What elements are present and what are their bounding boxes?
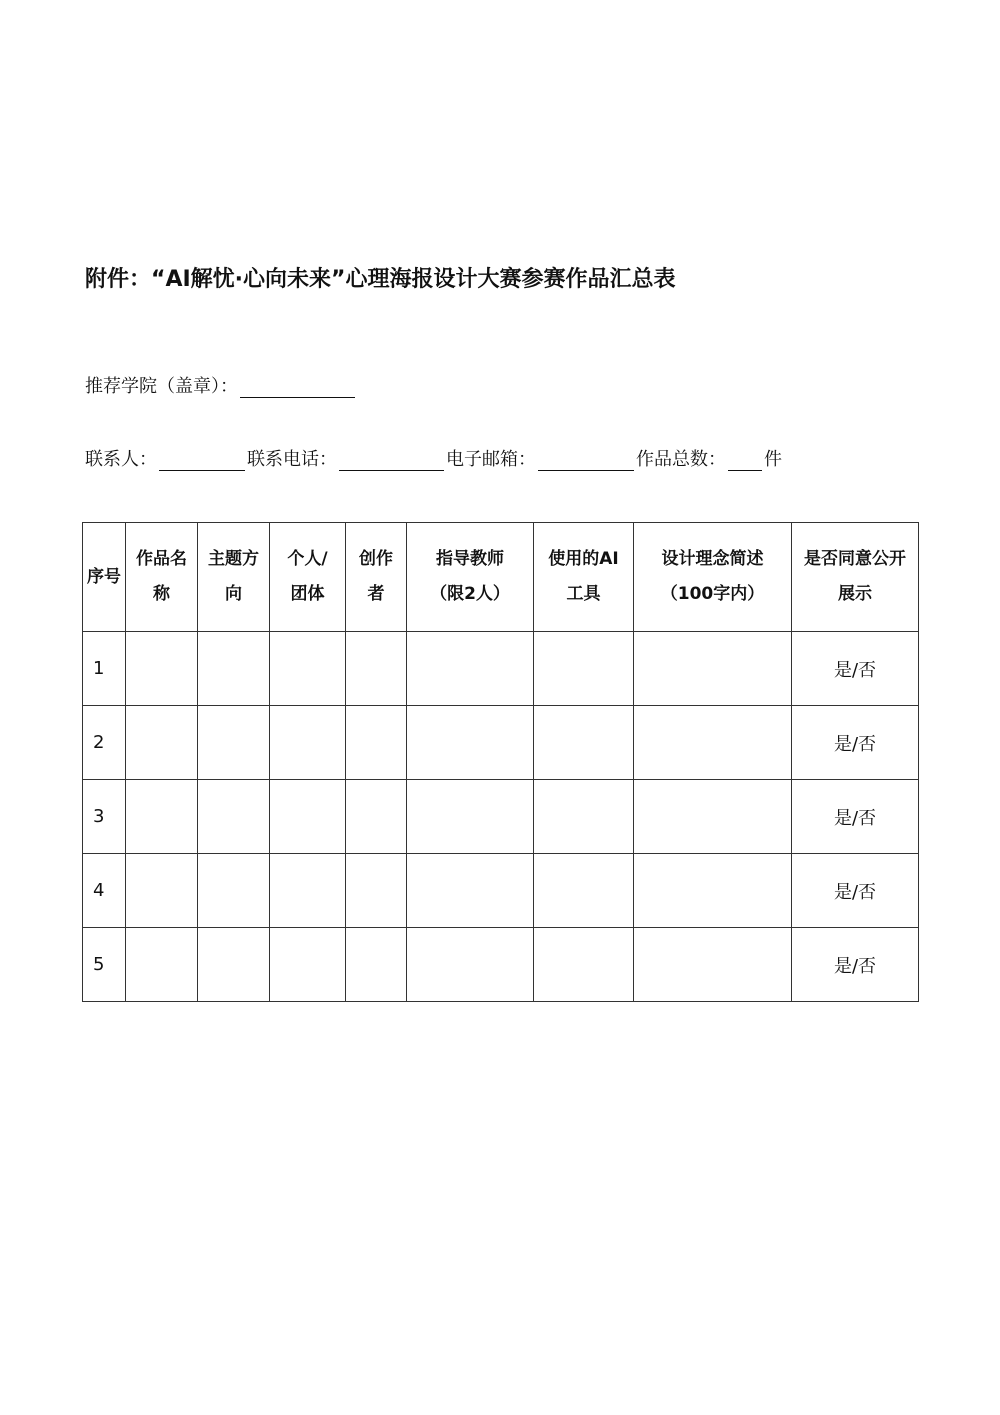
college-label: 推荐学院（盖章）： — [85, 376, 238, 397]
count-label: 作品总数： — [636, 449, 726, 470]
cell-work-name[interactable] — [126, 928, 198, 1002]
summary-table — [82, 522, 919, 1002]
row-index: 1 — [83, 632, 126, 706]
cell-creator[interactable] — [346, 854, 407, 928]
cell-work-name[interactable] — [126, 632, 198, 706]
cell-individual-team[interactable] — [270, 854, 346, 928]
cell-theme[interactable] — [198, 706, 270, 780]
table-row — [83, 854, 919, 928]
phone-label: 联系电话： — [247, 449, 337, 470]
header-public-display: 是否同意公开 展示 — [792, 523, 919, 632]
cell-ai-tool[interactable] — [534, 854, 634, 928]
table-row — [83, 632, 919, 706]
cell-individual-team[interactable] — [270, 632, 346, 706]
cell-advisor[interactable] — [407, 928, 534, 1002]
cell-creator[interactable] — [346, 706, 407, 780]
cell-public-display[interactable]: 是/否 — [792, 928, 919, 1002]
contact-field[interactable] — [159, 450, 245, 471]
college-field[interactable] — [240, 377, 355, 398]
cell-theme[interactable] — [198, 780, 270, 854]
cell-public-display[interactable]: 是/否 — [792, 632, 919, 706]
cell-design-concept[interactable] — [634, 632, 792, 706]
cell-creator[interactable] — [346, 928, 407, 1002]
cell-work-name[interactable] — [126, 854, 198, 928]
header-ai-tool: 使用的AI 工具 — [534, 523, 634, 632]
count-field[interactable] — [728, 450, 762, 471]
cell-creator[interactable] — [346, 632, 407, 706]
cell-public-display[interactable]: 是/否 — [792, 854, 919, 928]
cell-advisor[interactable] — [407, 854, 534, 928]
cell-ai-tool[interactable] — [534, 632, 634, 706]
cell-theme[interactable] — [198, 854, 270, 928]
table-header-row — [83, 523, 919, 632]
cell-design-concept[interactable] — [634, 928, 792, 1002]
cell-theme[interactable] — [198, 928, 270, 1002]
count-unit: 件 — [764, 449, 782, 470]
header-work-name: 作品名 称 — [126, 523, 198, 632]
header-individual-team: 个人/ 团体 — [270, 523, 346, 632]
cell-advisor[interactable] — [407, 706, 534, 780]
cell-ai-tool[interactable] — [534, 706, 634, 780]
cell-design-concept[interactable] — [634, 780, 792, 854]
cell-advisor[interactable] — [407, 632, 534, 706]
contact-label: 联系人： — [85, 449, 157, 470]
cell-individual-team[interactable] — [270, 780, 346, 854]
cell-work-name[interactable] — [126, 780, 198, 854]
header-theme: 主题方 向 — [198, 523, 270, 632]
row-index: 4 — [83, 854, 126, 928]
cell-design-concept[interactable] — [634, 854, 792, 928]
cell-ai-tool[interactable] — [534, 928, 634, 1002]
cell-work-name[interactable] — [126, 706, 198, 780]
cell-public-display[interactable]: 是/否 — [792, 780, 919, 854]
header-design-concept: 设计理念简述 （100字内） — [634, 523, 792, 632]
email-field[interactable] — [538, 450, 634, 471]
table-row — [83, 780, 919, 854]
table-row — [83, 928, 919, 1002]
cell-creator[interactable] — [346, 780, 407, 854]
cell-public-display[interactable]: 是/否 — [792, 706, 919, 780]
phone-field[interactable] — [339, 450, 444, 471]
cell-design-concept[interactable] — [634, 706, 792, 780]
table-row — [83, 706, 919, 780]
header-advisor: 指导教师 （限2人） — [407, 523, 534, 632]
contact-line — [85, 445, 782, 471]
email-label: 电子邮箱： — [446, 449, 536, 470]
header-creator: 创作 者 — [346, 523, 407, 632]
cell-advisor[interactable] — [407, 780, 534, 854]
row-index: 5 — [83, 928, 126, 1002]
row-index: 2 — [83, 706, 126, 780]
cell-theme[interactable] — [198, 632, 270, 706]
row-index: 3 — [83, 780, 126, 854]
cell-ai-tool[interactable] — [534, 780, 634, 854]
header-index: 序号 — [83, 523, 126, 632]
cell-individual-team[interactable] — [270, 706, 346, 780]
document-title: 附件：“AI解忧·心向未来”心理海报设计大赛参赛作品汇总表 — [85, 267, 676, 292]
college-line — [85, 372, 357, 398]
cell-individual-team[interactable] — [270, 928, 346, 1002]
